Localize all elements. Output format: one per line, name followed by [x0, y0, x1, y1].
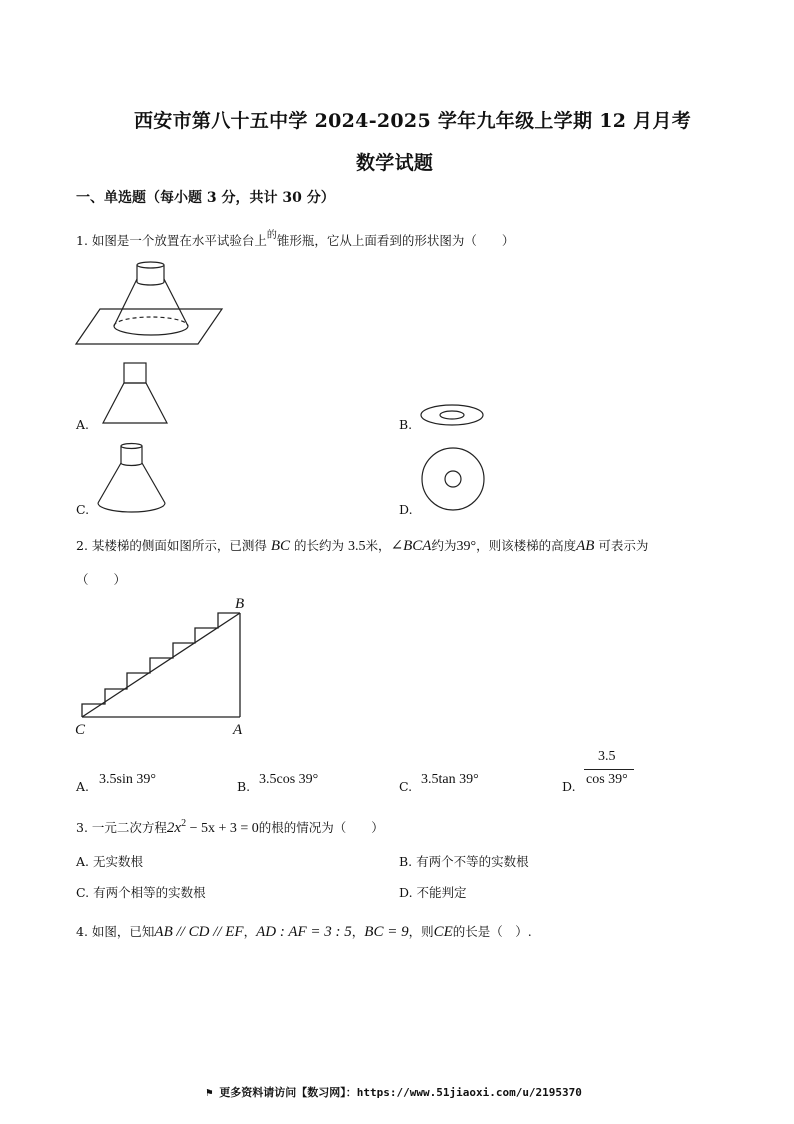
q2-answer-paren: （ ）	[76, 572, 127, 587]
q2-math-bc: BC	[270, 538, 291, 554]
q1-option-c-label[interactable]: C.	[76, 502, 90, 517]
q1-option-a-label[interactable]: A.	[76, 417, 90, 432]
q1-flask-figure	[76, 258, 226, 348]
q2-option-d-numerator[interactable]: 3.5	[598, 749, 616, 764]
q3-option-b[interactable]: B. 有两个不等的实数根	[399, 854, 529, 869]
q3-option-c[interactable]: C. 有两个相等的实数根	[76, 885, 206, 900]
q2-text-3: 米，	[365, 538, 391, 553]
q1-option-c-figure[interactable]	[96, 441, 170, 515]
q2-math-angle: ∠BCA	[390, 538, 432, 554]
q2-option-d-label[interactable]: D.	[562, 779, 576, 794]
q3-eq-a: 2x	[166, 820, 182, 836]
footer-link[interactable]	[206, 1084, 582, 1100]
q2-option-c-label[interactable]: C.	[399, 779, 413, 794]
q2-option-c-expr[interactable]: 3.5tan 39°	[421, 772, 479, 787]
q1-stem-small: 的	[266, 230, 277, 241]
q2-label-a: A	[233, 722, 243, 738]
flag-icon: ⚑	[206, 1086, 213, 1099]
question-3-stem	[76, 818, 384, 837]
page-subtitle: 数学试题	[356, 152, 434, 174]
q4-text-1: 4. 如图，已知	[76, 924, 155, 939]
q2-option-b-label[interactable]: B.	[237, 779, 251, 794]
q1-stem-part1: 1. 如图是一个放置在水平试验台上	[76, 233, 267, 248]
q2-staircase-figure	[74, 595, 254, 735]
q3-eq-b: − 5x + 3 = 0	[186, 821, 259, 836]
q2-text-2: 的长约为	[294, 538, 345, 553]
q2-text-6: 可表示为	[598, 538, 649, 553]
q3-option-d[interactable]: D. 不能判定	[399, 885, 467, 900]
q2-text-4: 约为	[431, 538, 457, 553]
q2-math-degrees: 39°	[456, 539, 477, 554]
q1-option-a-figure[interactable]	[100, 360, 170, 426]
q2-math-ab: AB	[576, 538, 595, 554]
q1-stem-part2: 锥形瓶，它从上面看到的形状图为（ ）	[276, 233, 515, 248]
q2-option-d-denominator[interactable]: cos 39°	[586, 772, 628, 787]
q4-text-3: ，	[351, 924, 365, 939]
q1-option-d-label[interactable]: D.	[399, 502, 413, 517]
q2-label-b: B	[235, 596, 245, 612]
q4-text-5: 的长是（ ）.	[452, 924, 532, 939]
question-4-stem	[76, 922, 532, 941]
q3-eq-exponent: 2	[181, 818, 187, 829]
q3-text-2: 的根的情况为（ ）	[258, 820, 384, 835]
q2-text-1: 2. 某楼梯的侧面如图所示，已测得	[76, 538, 267, 553]
q4-math-bc: BC = 9	[364, 924, 409, 940]
q3-option-a[interactable]: A. 无实数根	[76, 854, 143, 869]
q2-text-5: ，则该楼梯的高度	[476, 538, 577, 553]
q2-option-a-expr[interactable]: 3.5sin 39°	[99, 772, 156, 787]
q4-math-ce: CE	[433, 924, 453, 940]
q2-option-d-fraction-bar	[584, 769, 634, 770]
q1-option-b-label[interactable]: B.	[399, 417, 413, 432]
section-heading: 一、单选题（每小题 3 分，共计 30 分）	[76, 190, 335, 206]
question-1-stem	[76, 226, 514, 249]
footer-text[interactable]: 更多资料请访问【数习网】：https://www.51jiaoxi.com/u/2195370	[219, 1086, 582, 1099]
page-title: 西安市第八十五中学 2024-2025 学年九年级上学期 12 月月考	[134, 110, 692, 132]
q3-text-1: 3. 一元二次方程	[76, 820, 167, 835]
q4-math-parallel: AB // CD // EF	[154, 924, 244, 940]
q1-option-d-figure[interactable]	[421, 446, 487, 512]
q2-option-a-label[interactable]: A.	[76, 779, 90, 794]
q2-option-b-expr[interactable]: 3.5cos 39°	[259, 772, 319, 787]
q2-label-c: C	[75, 722, 86, 738]
q4-math-ratio: AD : AF = 3 : 5	[256, 924, 352, 940]
q1-option-b-figure[interactable]	[420, 400, 486, 430]
q4-text-2: ，	[243, 924, 257, 939]
question-2-stem	[76, 536, 648, 555]
q4-text-4: ，则	[408, 924, 434, 939]
q2-math-length: 3.5	[348, 539, 366, 554]
